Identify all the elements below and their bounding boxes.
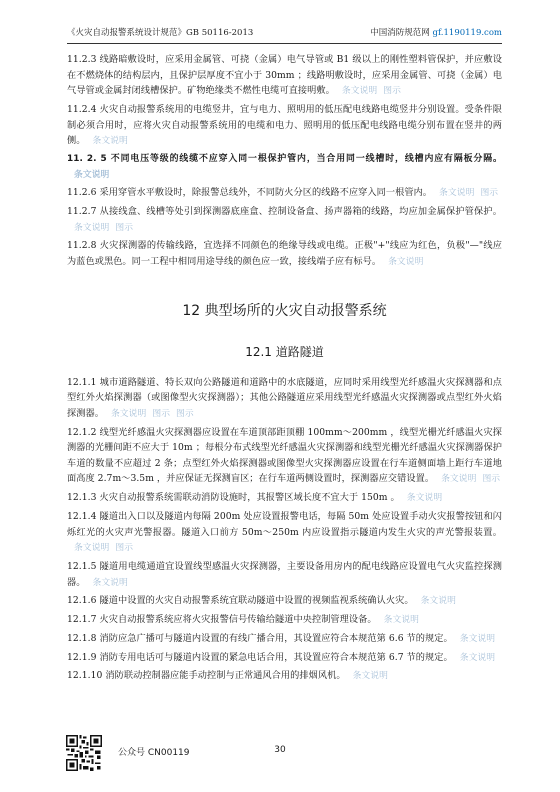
clause-figure-link[interactable]: 图示 <box>480 188 499 199</box>
clause-text: 12.1.7 火灾自动报警系统应将火灾报警信号传输给隧道中央控制管理设备。 <box>67 614 377 626</box>
clause-paragraph <box>67 425 502 488</box>
clause-text: 12.1.10 消防联动控制器应能手动控制与正常通风合用的排烟风机。 <box>67 670 346 682</box>
header-rule <box>67 43 502 44</box>
clause-paragraph <box>67 668 502 685</box>
clause-text: 11. 2. 5 不同电压等级的线缆不应穿入同一根保护管内，当合用同一线槽时，线槽内应有隔板分隔。 <box>67 153 502 164</box>
clause-text: 11.2.8 火灾探测器的传输线路，宜选择不同颜色的绝缘导线或电缆。正极"+"线应为红色，负极"—"线应为蓝色或黑色。同一工程中相同用途导线的颜色应一致，接线端子应有标号。 <box>67 240 502 268</box>
section-11-2-clauses <box>67 52 502 271</box>
header-site-link[interactable]: gf.1190119.com <box>432 28 502 38</box>
page-header <box>67 26 502 40</box>
clause-figure-link[interactable]: 图示 <box>115 222 134 233</box>
clause-figure-link[interactable]: 图示 <box>152 408 171 419</box>
clause-text: 12.1.5 隧道用电缆通道宜设置线型感温火灾探测器，主要设备用房内的配电线路应设置电气火灾监控探测器。 <box>67 560 502 588</box>
clause-paragraph <box>67 559 502 591</box>
clause-explanation-link[interactable]: 条文说明 <box>383 615 420 626</box>
clause-paragraph <box>67 509 502 557</box>
clause-paragraph <box>67 185 502 202</box>
clause-paragraph <box>67 612 502 629</box>
clause-paragraph <box>67 375 502 423</box>
clause-paragraph <box>67 593 502 610</box>
clause-text: 12.1.6 隧道中设置的火灾自动报警系统宜联动隧道中设置的视频监视系统确认火灾。 <box>67 595 414 607</box>
page-number: 30 <box>274 745 286 755</box>
clause-paragraph <box>67 490 502 507</box>
clause-figure-link[interactable]: 图示 <box>383 86 401 97</box>
clause-paragraph <box>67 631 502 648</box>
clause-explanation-link[interactable]: 条文说明 <box>74 543 110 554</box>
clause-paragraph <box>67 102 502 150</box>
clause-explanation-link[interactable]: 条文说明 <box>459 633 496 644</box>
clause-text: 11.2.7 从接线盒、线槽等处引到探测器底座盒、控制设备盒、扬声器箱的线路，均应加金属保护管保护。 <box>67 206 502 218</box>
clause-figure-link[interactable]: 图示 <box>482 474 501 485</box>
header-document-title: 《火灾自动报警系统设计规范》GB 50116-2013 <box>67 28 254 38</box>
clause-paragraph <box>67 52 502 100</box>
clause-explanation-link[interactable]: 条文说明 <box>459 652 496 663</box>
clause-text: 11.2.6 采用穿管水平敷设时，除报警总线外，不同防火分区的线路不应穿入同一根管内。 <box>67 187 433 199</box>
clause-text: 12.1.1 城市道路隧道、特长双向公路隧道和道路中的水底隧道，应同时采用线型光纤感温火灾探测器和点型红外火焰探测器（或图像型火灾探测器）；其他公路隧道应采用线型光纤感温火灾探测器或点型红外火焰探测器。 <box>67 376 502 419</box>
header-site-name: 中国消防规范网 <box>370 28 430 38</box>
header-source <box>370 26 502 40</box>
clause-text: 11.2.3 线路暗敷设时，应采用金属管、可挠（金属）电气导管或 B1 级以上的刚性塑料管保护，并应敷设在不燃烧体的结构层内，且保护层厚度不宜小于 30mm ；线路明敷设时，应采用金属管、可挠（金属）电气导管或金属封闭线槽保护。矿物绝缘类不燃性电缆可直接明敷。 <box>67 54 502 97</box>
clause-paragraph <box>67 650 502 667</box>
clause-paragraph <box>67 204 502 236</box>
section-12-1-clauses <box>67 375 502 685</box>
clause-explanation-link[interactable]: 条文说明 <box>341 86 378 97</box>
clause-explanation-link[interactable]: 条文说明 <box>110 408 147 419</box>
clause-figure-link[interactable]: 图示 <box>176 408 194 419</box>
clause-explanation-link[interactable]: 条文说明 <box>420 596 456 607</box>
clause-explanation-link[interactable]: 条文说明 <box>406 493 443 504</box>
clause-explanation-link[interactable]: 条文说明 <box>441 474 477 485</box>
clause-explanation-link[interactable]: 条文说明 <box>92 136 128 147</box>
clause-paragraph <box>67 152 502 183</box>
clause-explanation-link[interactable]: 条文说明 <box>74 222 110 233</box>
clause-text: 12.1.3 火灾自动报警系统需联动消防设施时，其报警区域长度不宜大于 150m 。 <box>67 492 400 504</box>
clause-explanation-link[interactable]: 条文说明 <box>74 169 110 180</box>
clause-paragraph <box>67 238 502 270</box>
chapter-title: 12 典型场所的火灾自动报警系统 <box>182 302 387 319</box>
clause-text: 11.2.4 火灾自动报警系统用的电缆竖井，宜与电力、照明用的低压配电线路电缆竖井分别设置。受条件限制必须合用时，应将火灾自动报警系统用的电缆和电力、照明用的低压配电线路电缆分别布置在竖井的两侧。 <box>67 103 502 147</box>
section-title: 12.1 道路隧道 <box>245 344 324 359</box>
footer-wechat-account: 公众号 CN00119 <box>118 748 190 758</box>
clause-explanation-link[interactable]: 条文说明 <box>388 257 424 268</box>
clause-figure-link[interactable]: 图示 <box>115 543 134 554</box>
clause-explanation-link[interactable]: 条文说明 <box>92 577 128 588</box>
clause-text: 12.1.2 线型光纤感温火灾探测器应设置在车道顶部距顶棚 100mm～200mm ，线型光栅光纤感温火灾探测器的光栅间距不应大于 10m ；每根分布式线型光纤感温火灾探测器和线型光栅光纤感温火灾探测器保护车道的数量不应超过 2 条；点型红外火焰探测器或图像型火灾探测器应设置在行车道侧面墙上距行车道地面高度 2.7m～3.5m ，并应保证无探测盲区；在行车道两侧设置时，探测器应交错设置。 <box>67 426 502 485</box>
clause-explanation-link[interactable]: 条文说明 <box>352 671 388 682</box>
page-body <box>67 52 502 687</box>
clause-text: 12.1.9 消防专用电话可与隧道内设置的紧急电话合用，其设置应符合本规范第 6.7 节的规定。 <box>67 651 453 663</box>
clause-text: 12.1.8 消防应急广播可与隧道内设置的有线广播合用，其设置应符合本规范第 6.6 节的规定。 <box>67 632 453 644</box>
clause-explanation-link[interactable]: 条文说明 <box>439 188 475 199</box>
clause-text: 12.1.4 隧道出入口以及隧道内每隔 200m 处应设置报警电话，每隔 50m 处应设置手动火灾报警按钮和闪烁红光的火灾声光警报器。隧道入口前方 50m～250m 内应设置指示隧道内发生火灾的声光警报装置。 <box>67 510 502 538</box>
